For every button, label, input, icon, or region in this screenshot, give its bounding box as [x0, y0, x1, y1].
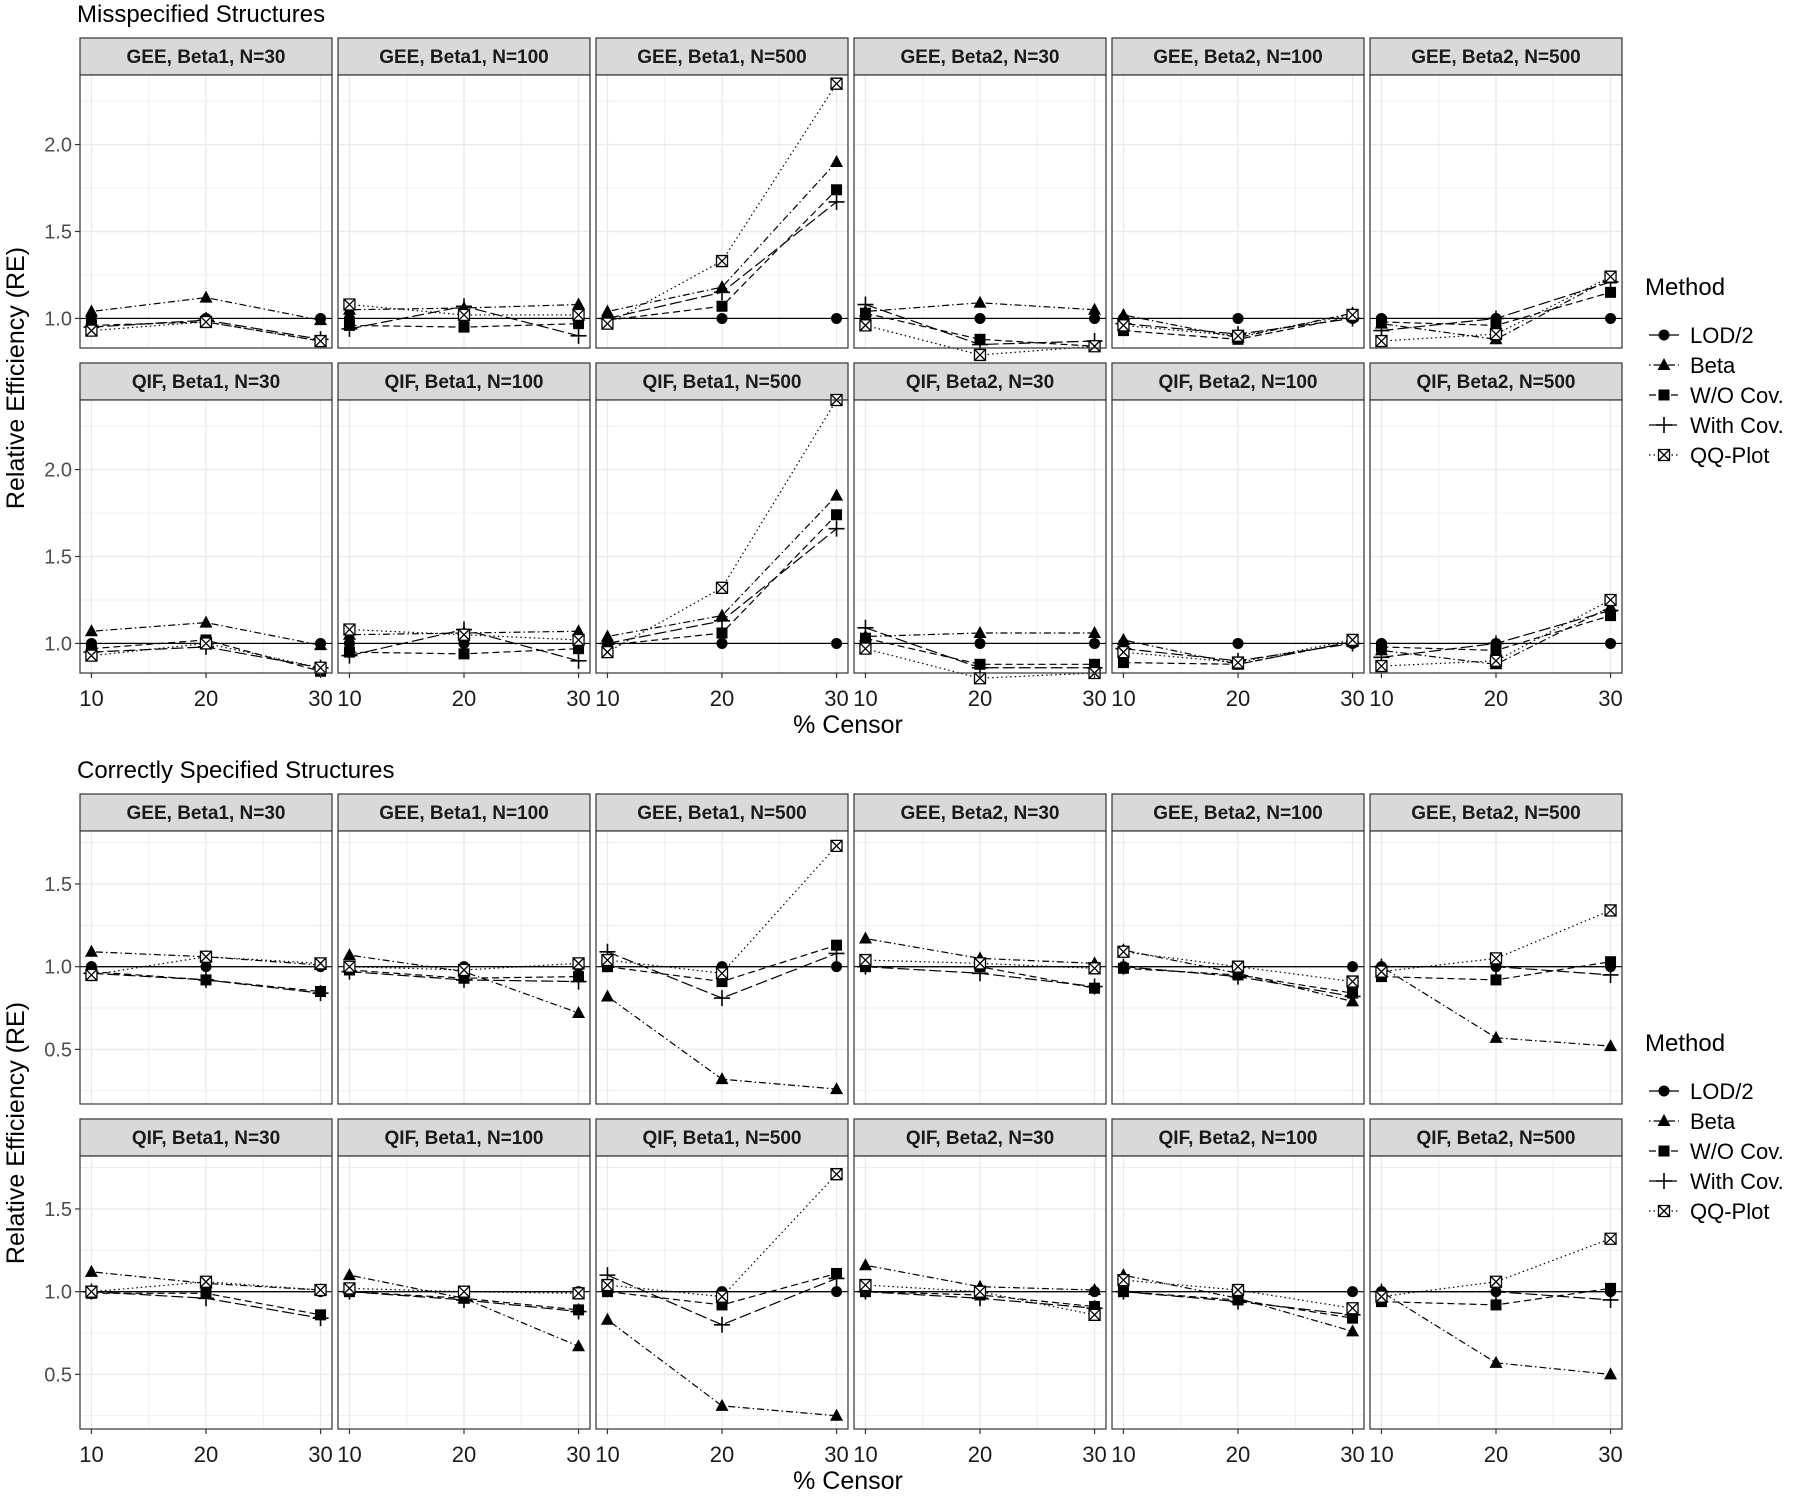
legend-label: With Cov. — [1690, 413, 1784, 438]
legend-key-boxx-icon — [1659, 450, 1670, 461]
data-point — [315, 336, 326, 347]
data-point — [975, 349, 986, 360]
x-tick-label: 10 — [79, 686, 104, 711]
y-axis-label-correct: Relative Efficiency (RE) — [2, 1001, 30, 1265]
panel-gee-beta1-n-30 — [44, 38, 332, 348]
data-point — [831, 78, 842, 89]
panel-gee-beta1-n-500 — [596, 38, 848, 348]
y-tick-label: 1.5 — [44, 873, 72, 896]
data-point — [831, 638, 842, 649]
x-tick-label: 10 — [1369, 1442, 1394, 1467]
panel-qif-beta1-n-30 — [44, 1119, 333, 1467]
x-tick-label: 20 — [1483, 686, 1509, 711]
data-point — [201, 316, 212, 327]
legend-key-square-icon — [1659, 390, 1670, 401]
panel-qif-beta1-n-100 — [337, 363, 591, 711]
data-point — [602, 1280, 613, 1291]
x-tick-label: 10 — [337, 1442, 362, 1467]
x-tick-label: 30 — [308, 686, 333, 711]
x-tick-label: 10 — [1111, 1442, 1136, 1467]
panel-qif-beta2-n-30 — [853, 1119, 1107, 1467]
data-point — [86, 1286, 97, 1297]
legend-label: With Cov. — [1690, 1169, 1784, 1194]
data-point — [831, 509, 842, 520]
panel-strip-label: GEE, Beta2, N=500 — [1411, 47, 1581, 68]
panel-strip-label: QIF, Beta1, N=500 — [642, 372, 802, 393]
data-point — [459, 648, 470, 659]
panel-qif-beta1-n-100 — [337, 1119, 591, 1467]
data-point — [1605, 594, 1616, 605]
data-point — [1089, 1309, 1100, 1320]
panel-gee-beta1-n-100 — [338, 38, 590, 348]
panel-strip-label: QIF, Beta1, N=100 — [384, 1128, 544, 1149]
data-point — [860, 1280, 871, 1291]
data-point — [459, 322, 470, 333]
data-point — [315, 958, 326, 969]
x-tick-label: 30 — [1340, 686, 1365, 711]
data-point — [1089, 341, 1100, 352]
data-point — [1233, 330, 1244, 341]
data-point — [1118, 946, 1129, 957]
x-tick-label: 20 — [709, 1442, 735, 1467]
data-point — [975, 958, 986, 969]
x-tick-label: 20 — [451, 686, 477, 711]
panel-strip-label: GEE, Beta1, N=500 — [637, 47, 807, 68]
panel-gee-beta2-n-500 — [1370, 794, 1622, 1104]
data-point — [315, 662, 326, 673]
panel-strip-label: QIF, Beta2, N=100 — [1158, 372, 1318, 393]
data-point — [1605, 1233, 1616, 1244]
data-point — [315, 1285, 326, 1296]
data-point — [1118, 320, 1129, 331]
x-tick-label: 30 — [1598, 686, 1623, 711]
legend-key-circle-icon — [1659, 330, 1670, 341]
data-point — [344, 624, 355, 635]
data-point — [717, 256, 728, 267]
data-point — [717, 968, 728, 979]
data-point — [1376, 966, 1387, 977]
x-tick-label: 10 — [595, 686, 620, 711]
data-point — [1347, 961, 1358, 972]
figure-correct — [44, 794, 1623, 1467]
y-tick-label: 1.5 — [44, 221, 72, 244]
data-point — [86, 969, 97, 980]
data-point — [1347, 309, 1358, 320]
data-point — [1118, 1275, 1129, 1286]
data-point — [1089, 963, 1100, 974]
data-point — [602, 955, 613, 966]
data-point — [1605, 271, 1616, 282]
data-point — [975, 1286, 986, 1297]
y-tick-label: 2.0 — [44, 459, 72, 482]
data-point — [975, 313, 986, 324]
data-point — [975, 638, 986, 649]
data-point — [86, 650, 97, 661]
x-tick-label: 30 — [1598, 1442, 1623, 1467]
x-tick-label: 20 — [709, 686, 735, 711]
y-tick-label: 0.5 — [44, 1364, 72, 1387]
panel-qif-beta2-n-500 — [1369, 1119, 1623, 1467]
data-point — [1118, 647, 1129, 658]
panel-strip-label: QIF, Beta1, N=100 — [384, 372, 544, 393]
legend-label: W/O Cov. — [1690, 1139, 1784, 1164]
panel-gee-beta2-n-100 — [1112, 794, 1364, 1104]
x-tick-label: 30 — [566, 686, 591, 711]
panel-strip-label: GEE, Beta1, N=30 — [126, 47, 286, 68]
x-axis-label-misspecified: % Censor — [793, 711, 903, 739]
panel-gee-beta1-n-500 — [596, 794, 848, 1104]
panel-strip-label: QIF, Beta2, N=30 — [905, 372, 1055, 393]
data-point — [344, 1283, 355, 1294]
data-point — [1233, 1285, 1244, 1296]
data-point — [717, 1291, 728, 1302]
figure-misspecified — [44, 38, 1623, 711]
data-point — [717, 638, 728, 649]
x-axis-label-correct: % Censor — [793, 1467, 903, 1493]
panel-strip-label: QIF, Beta2, N=500 — [1416, 372, 1576, 393]
data-point — [831, 961, 842, 972]
panel-strip-label: GEE, Beta1, N=500 — [637, 803, 807, 824]
data-point — [1233, 638, 1244, 649]
data-point — [1233, 961, 1244, 972]
data-point — [1347, 634, 1358, 645]
data-point — [1347, 1303, 1358, 1314]
data-point — [459, 1286, 470, 1297]
panel-gee-beta1-n-30 — [44, 794, 332, 1104]
y-tick-label: 1.0 — [44, 633, 72, 656]
data-point — [344, 961, 355, 972]
panel-qif-beta2-n-500 — [1369, 363, 1623, 711]
x-tick-label: 10 — [337, 686, 362, 711]
x-tick-label: 20 — [451, 1442, 477, 1467]
panel-strip-label: QIF, Beta2, N=500 — [1416, 1128, 1576, 1149]
data-point — [1347, 1286, 1358, 1297]
data-point — [344, 299, 355, 310]
legend-label: W/O Cov. — [1690, 383, 1784, 408]
legend-label: Beta — [1690, 1109, 1736, 1134]
legend-key-circle-icon — [1659, 1086, 1670, 1097]
panel-strip-label: QIF, Beta2, N=30 — [905, 1128, 1055, 1149]
x-tick-label: 30 — [824, 686, 849, 711]
data-point — [831, 1169, 842, 1180]
panel-strip-label: GEE, Beta2, N=100 — [1153, 47, 1323, 68]
data-point — [1376, 661, 1387, 672]
legend-label: QQ-Plot — [1690, 443, 1770, 468]
panel-gee-beta2-n-500 — [1370, 38, 1622, 348]
panel-strip-label: GEE, Beta1, N=100 — [379, 47, 549, 68]
panel-gee-beta1-n-100 — [338, 794, 590, 1104]
data-point — [201, 951, 212, 962]
legend-key-boxx-icon — [1659, 1206, 1670, 1217]
panel-qif-beta2-n-30 — [853, 363, 1107, 711]
data-point — [1089, 638, 1100, 649]
x-tick-label: 20 — [1225, 686, 1251, 711]
data-point — [717, 313, 728, 324]
x-tick-label: 20 — [1225, 1442, 1251, 1467]
data-point — [831, 313, 842, 324]
y-tick-label: 1.0 — [44, 956, 72, 979]
panel-strip-label: QIF, Beta1, N=30 — [131, 1128, 281, 1149]
data-point — [717, 582, 728, 593]
y-tick-label: 1.0 — [44, 308, 72, 331]
panel-strip-label: QIF, Beta1, N=500 — [642, 1128, 802, 1149]
panel-qif-beta1-n-500 — [595, 363, 849, 711]
panel-qif-beta1-n-30 — [44, 363, 333, 711]
data-point — [1233, 657, 1244, 668]
panel-gee-beta2-n-30 — [854, 38, 1106, 360]
data-point — [1491, 974, 1502, 985]
legend-label: LOD/2 — [1690, 1079, 1754, 1104]
panel-gee-beta2-n-30 — [854, 794, 1106, 1104]
x-tick-label: 20 — [193, 1442, 219, 1467]
data-point — [1491, 953, 1502, 964]
panel-strip-label: GEE, Beta2, N=30 — [900, 803, 1060, 824]
data-point — [1491, 1276, 1502, 1287]
data-point — [602, 647, 613, 658]
panel-gee-beta2-n-100 — [1112, 38, 1364, 348]
x-tick-label: 10 — [853, 1442, 878, 1467]
data-point — [1605, 905, 1616, 916]
data-point — [1605, 638, 1616, 649]
legend-label: Beta — [1690, 353, 1736, 378]
panel-strip-label: GEE, Beta2, N=500 — [1411, 803, 1581, 824]
x-tick-label: 30 — [1082, 686, 1107, 711]
data-point — [573, 634, 584, 645]
data-point — [860, 643, 871, 654]
panel-strip-label: GEE, Beta2, N=100 — [1153, 803, 1323, 824]
data-point — [573, 309, 584, 320]
x-tick-label: 30 — [1340, 1442, 1365, 1467]
panel-qif-beta2-n-100 — [1111, 363, 1365, 711]
y-tick-label: 0.5 — [44, 1039, 72, 1062]
y-tick-label: 1.5 — [44, 1198, 72, 1221]
data-point — [1347, 976, 1358, 987]
figure-title-misspecified: Misspecified Structures — [77, 1, 326, 28]
data-point — [1376, 336, 1387, 347]
data-point — [1376, 1291, 1387, 1302]
data-point — [573, 1288, 584, 1299]
data-point — [1605, 956, 1616, 967]
panel-strip-label: QIF, Beta1, N=30 — [131, 372, 281, 393]
data-point — [1118, 657, 1129, 668]
x-tick-label: 10 — [1369, 686, 1394, 711]
data-point — [573, 958, 584, 969]
x-tick-label: 10 — [853, 686, 878, 711]
data-point — [860, 955, 871, 966]
panel-strip-label: QIF, Beta2, N=100 — [1158, 1128, 1318, 1149]
data-point — [860, 320, 871, 331]
data-point — [602, 318, 613, 329]
x-tick-label: 20 — [967, 686, 993, 711]
data-point — [1605, 313, 1616, 324]
y-tick-label: 1.5 — [44, 546, 72, 569]
x-tick-label: 10 — [79, 1442, 104, 1467]
x-tick-label: 30 — [308, 1442, 333, 1467]
panel-strip-label: GEE, Beta2, N=30 — [900, 47, 1060, 68]
data-point — [831, 1286, 842, 1297]
data-point — [1491, 655, 1502, 666]
y-tick-label: 1.0 — [44, 1281, 72, 1304]
data-point — [831, 840, 842, 851]
data-point — [86, 325, 97, 336]
panel-qif-beta1-n-500 — [595, 1119, 849, 1467]
data-point — [717, 301, 728, 312]
data-point — [201, 638, 212, 649]
legend-label: QQ-Plot — [1690, 1199, 1770, 1224]
data-point — [1491, 329, 1502, 340]
panel-qif-beta2-n-100 — [1111, 1119, 1365, 1467]
x-tick-label: 30 — [1082, 1442, 1107, 1467]
data-point — [717, 628, 728, 639]
data-point — [459, 629, 470, 640]
y-tick-label: 2.0 — [44, 134, 72, 157]
legend-label: LOD/2 — [1690, 323, 1754, 348]
data-point — [459, 309, 470, 320]
legend-title: Method — [1645, 274, 1726, 301]
x-tick-label: 20 — [1483, 1442, 1509, 1467]
x-tick-label: 30 — [824, 1442, 849, 1467]
data-point — [459, 964, 470, 975]
legend-key-square-icon — [1659, 1146, 1670, 1157]
legend-title: Method — [1645, 1030, 1726, 1057]
panel-strip-label: GEE, Beta1, N=30 — [126, 803, 286, 824]
y-axis-label-misspecified: Relative Efficiency (RE) — [2, 246, 30, 510]
data-point — [1491, 1299, 1502, 1310]
data-point — [1233, 313, 1244, 324]
figure-title-correct: Correctly Specified Structures — [77, 757, 395, 784]
x-tick-label: 10 — [595, 1442, 620, 1467]
x-tick-label: 20 — [967, 1442, 993, 1467]
x-tick-label: 30 — [566, 1442, 591, 1467]
data-point — [201, 1276, 212, 1287]
x-tick-label: 10 — [1111, 686, 1136, 711]
panel-strip-label: GEE, Beta1, N=100 — [379, 803, 549, 824]
data-point — [831, 184, 842, 195]
x-tick-label: 20 — [193, 686, 219, 711]
